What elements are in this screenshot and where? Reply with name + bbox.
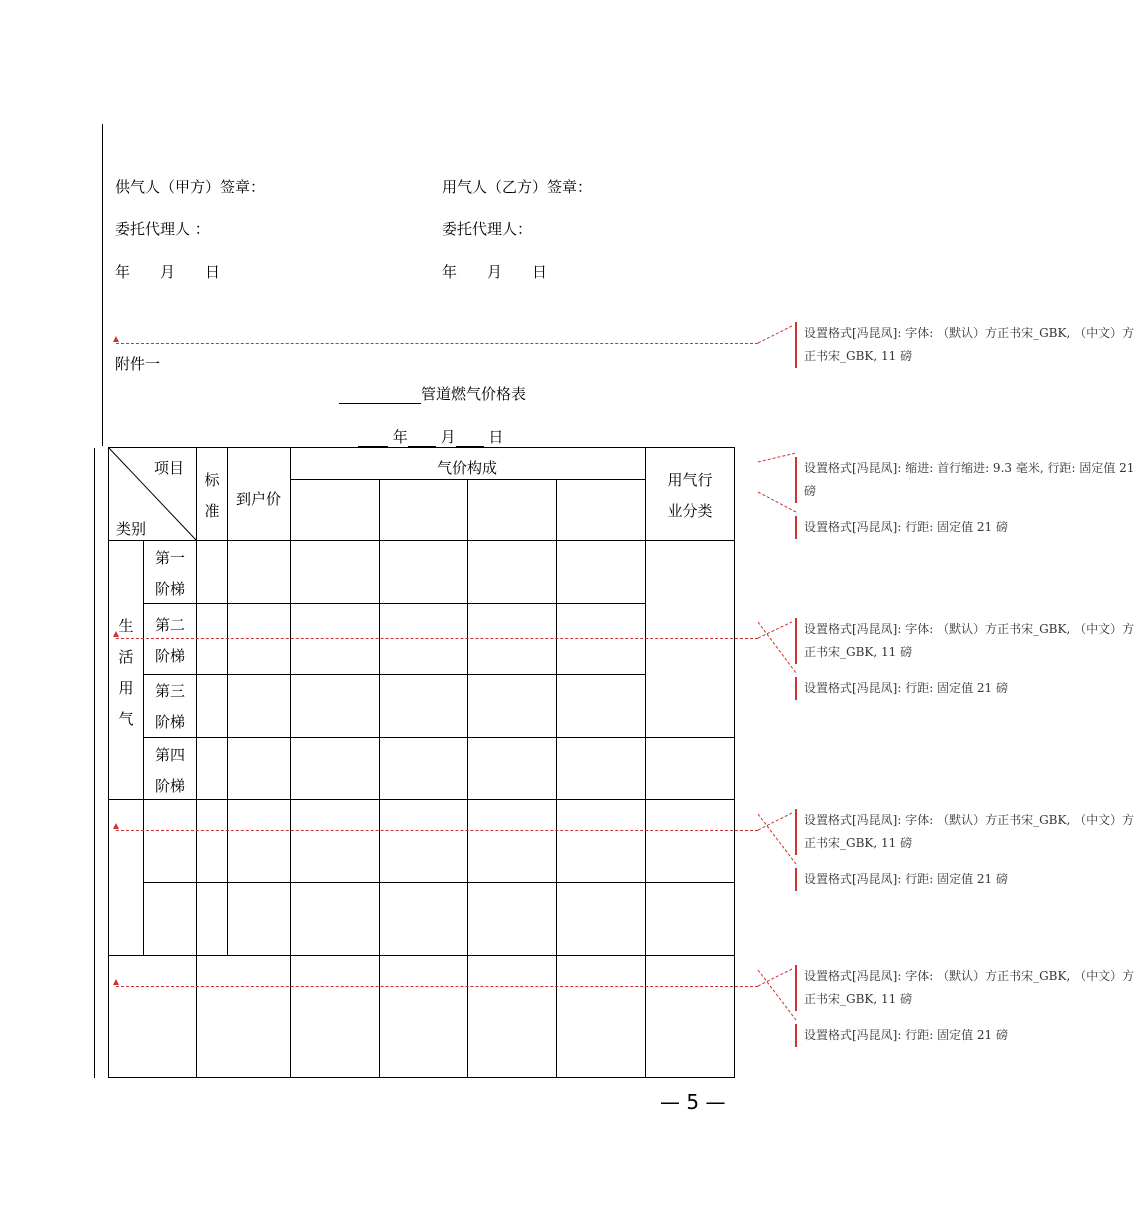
party-b-seal-label: 用气人（乙方）签章： [442, 178, 593, 196]
date-b-label: 年 月 日 [442, 263, 548, 281]
format-comment[interactable]: 设置格式[冯昆凤]: 行距: 固定值 21 磅 [795, 677, 1141, 700]
change-line [116, 986, 758, 987]
agent-b-label: 委托代理人： [442, 220, 533, 238]
tier-2-text: 第二阶梯 [154, 616, 185, 665]
header-item: 项目 [154, 459, 185, 477]
change-line [116, 830, 758, 831]
tier-3-text: 第三阶梯 [154, 682, 185, 731]
agent-a-label: 委托代理人 ： [115, 220, 210, 238]
change-marker [113, 631, 119, 637]
header-price-composition: 气价构成 [437, 459, 498, 477]
tier-1-text: 第一阶梯 [154, 549, 185, 598]
price-table-title-text: 管道燃气价格表 [421, 385, 527, 403]
table-date [358, 426, 503, 447]
format-comment[interactable]: 设置格式[冯昆凤]: 行距: 固定值 21 磅 [795, 1024, 1141, 1047]
change-bar-top [102, 124, 103, 446]
residential-gas-text: 生活用气 [118, 617, 134, 728]
change-marker [113, 823, 119, 829]
residential-gas-label [109, 611, 143, 735]
tier-3-label [144, 676, 196, 738]
tier-2-label [144, 610, 196, 672]
date-month: 月 [440, 428, 456, 446]
tier-1-label [144, 543, 196, 605]
format-comment[interactable]: 设置格式[冯昆凤]: 字体: （默认）方正书宋_GBK, （中文）方正书宋_GBK, 11 磅 [795, 618, 1141, 664]
price-table-title [339, 383, 526, 404]
change-marker [113, 979, 119, 985]
header-industry-text: 用气行业分类 [667, 471, 713, 520]
header-category: 类别 [116, 520, 147, 538]
page-number: — 5 — [660, 1090, 726, 1114]
format-comment[interactable]: 设置格式[冯昆凤]: 字体: （默认）方正书宋_GBK, （中文）方正书宋_GBK, 11 磅 [795, 322, 1141, 368]
date-year: 年 [392, 428, 408, 446]
attachment-label: 附件一 [115, 355, 161, 373]
header-standard-text: 标准 [204, 471, 220, 520]
header-industry [646, 465, 734, 527]
header-standard [197, 465, 227, 527]
header-household-price: 到户价 [236, 490, 282, 508]
date-day: 日 [488, 428, 504, 446]
change-line [116, 343, 758, 344]
format-comment[interactable]: 设置格式[冯昆凤]: 行距: 固定值 21 磅 [795, 516, 1141, 539]
format-comment[interactable]: 设置格式[冯昆凤]: 字体: （默认）方正书宋_GBK, （中文）方正书宋_GBK, 11 磅 [795, 809, 1141, 855]
format-comment[interactable]: 设置格式[冯昆凤]: 缩进: 首行缩进: 9.3 毫米, 行距: 固定值 21 磅 [795, 457, 1141, 503]
tier-4-label [144, 740, 196, 802]
party-a-seal-label: 供气人（甲方）签章： [115, 178, 266, 196]
change-marker [113, 336, 119, 342]
change-line [116, 638, 758, 639]
date-a-label: 年 月 日 [115, 263, 221, 281]
tier-4-text: 第四阶梯 [154, 746, 185, 795]
format-comment[interactable]: 设置格式[冯昆凤]: 字体: （默认）方正书宋_GBK, （中文）方正书宋_GBK, 11 磅 [795, 965, 1141, 1011]
format-comment[interactable]: 设置格式[冯昆凤]: 行距: 固定值 21 磅 [795, 868, 1141, 891]
change-bar-bottom [94, 448, 95, 1078]
